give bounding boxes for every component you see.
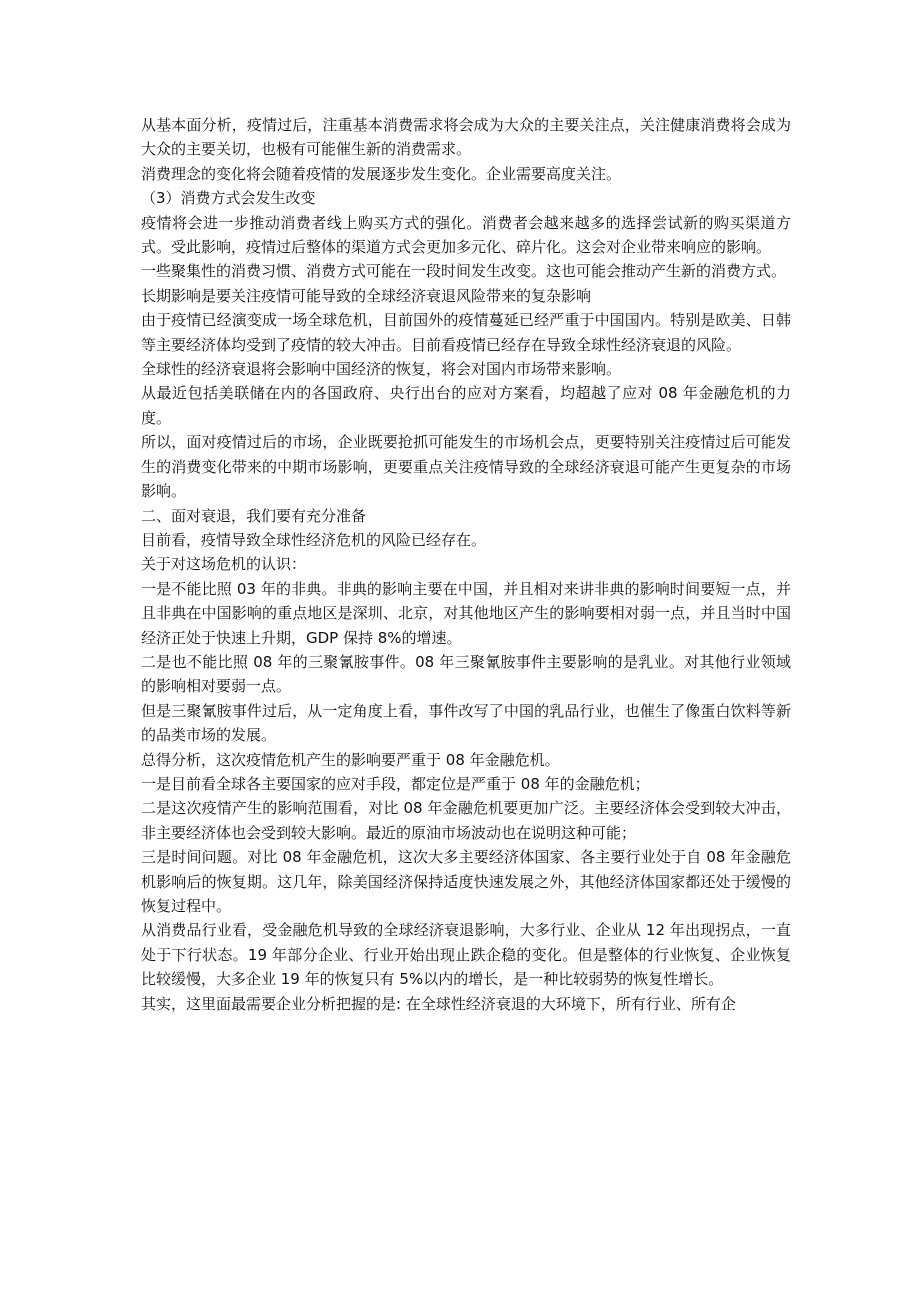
- document-body: [141, 113, 791, 1016]
- paragraph: 目前看，疫情导致全球性经济危机的风险已经存在。: [141, 530, 487, 549]
- section-heading: 二、面对衰退，我们要有充分准备: [141, 506, 367, 525]
- paragraph: 总得分析，这次疫情危机产生的影响要严重于 08 年金融危机。: [141, 750, 560, 769]
- paragraph: 关于对这场危机的认识：: [141, 555, 307, 574]
- paragraph: 疫情将会进一步推动消费者线上购买方式的强化。消费者会越来越多的选择尝试新的购买渠道方式。受此影响，疫情过后整体的渠道方式会更加多元化、碎片化。这会对企业带来响应的影响。: [141, 213, 791, 257]
- paragraph: 三是时间问题。对比 08 年金融危机，这次大多主要经济体国家、各主要行业处于自 08 年金融危机影响后的恢复期。这几年，除美国经济保持适度快速发展之外，其他经济体国家都还处于缓慢的恢复过程中。: [141, 848, 791, 915]
- paragraph: 从基本面分析，疫情过后，注重基本消费需求将会成为大众的主要关注点，关注健康消费将会成为大众的主要关切，也极有可能催生新的消费需求。: [141, 116, 791, 159]
- paragraph: 二是这次疫情产生的影响范围看，对比 08 年金融危机要更加广泛。主要经济体会受到较大冲击，非主要经济体也会受到较大影响。最近的原油市场波动也在说明这种可能；: [141, 799, 791, 842]
- paragraph: 二是也不能比照 08 年的三聚氰胺事件。08 年三聚氰胺事件主要影响的是乳业。对其他行业领域的影响相对要弱一点。: [141, 652, 791, 696]
- paragraph: 全球性的经济衰退将会影响中国经济的恢复，将会对国内市场带来影响。: [141, 360, 622, 379]
- paragraph: 其实，这里面最需要企业分析把握的是: 在全球性经济衰退的大环境下，所有行业、所有企: [141, 994, 736, 1013]
- paragraph: 长期影响是要关注疫情可能导致的全球经济衰退风险带来的复杂影响: [141, 286, 592, 305]
- paragraph: 从消费品行业看，受金融危机导致的全球经济衰退影响，大多行业、企业从 12 年出现拐点，一直处于下行状态。19 年部分企业、行业开始出现止跌企稳的变化。但是整体的行业恢复、企业恢复比较缓慢，大多企业 19 年的恢复只有 5%以内的增长，是一种比较弱势的恢复性增长。: [141, 921, 791, 989]
- paragraph: 一是不能比照 03 年的非典。非典的影响主要在中国，并且相对来讲非典的影响时间要短一点，并且非典在中国影响的重点地区是深圳、北京，对其他地区产生的影响要相对弱一点，并且当时中国经济正处于快速上升期，GDP 保持 8%的增速。: [141, 579, 791, 647]
- paragraph: 从最近包括美联储在内的各国政府、央行出台的应对方案看，均超越了应对 08 年金融危机的力度。: [141, 384, 791, 427]
- paragraph: 由于疫情已经演变成一场全球危机，目前国外的疫情蔓延已经严重于中国国内。特别是欧美、日韩等主要经济体均受到了疫情的较大冲击。目前看疫情已经存在导致全球性经济衰退的风险。: [141, 311, 791, 354]
- paragraph: 所以，面对疫情过后的市场，企业既要抢抓可能发生的市场机会点，更要特别关注疫情过后可能发生的消费变化带来的中期市场影响，更要重点关注疫情导致的全球经济衰退可能产生更复杂的市场影响。: [141, 433, 791, 501]
- section-heading: （3）消费方式会发生改变: [141, 189, 316, 208]
- paragraph: 消费理念的变化将会随着疫情的发展逐步发生变化。企业需要高度关注。: [141, 164, 622, 183]
- paragraph: 一是目前看全球各主要国家的应对手段，都定位是严重于 08 年的金融危机；: [141, 774, 650, 793]
- paragraph: 但是三聚氰胺事件过后，从一定角度上看，事件改写了中国的乳品行业，也催生了像蛋白饮料等新的品类市场的发展。: [141, 701, 791, 745]
- paragraph: 一些聚集性的消费习惯、消费方式可能在一段时间发生改变。这也可能会推动产生新的消费方式。: [141, 262, 787, 281]
